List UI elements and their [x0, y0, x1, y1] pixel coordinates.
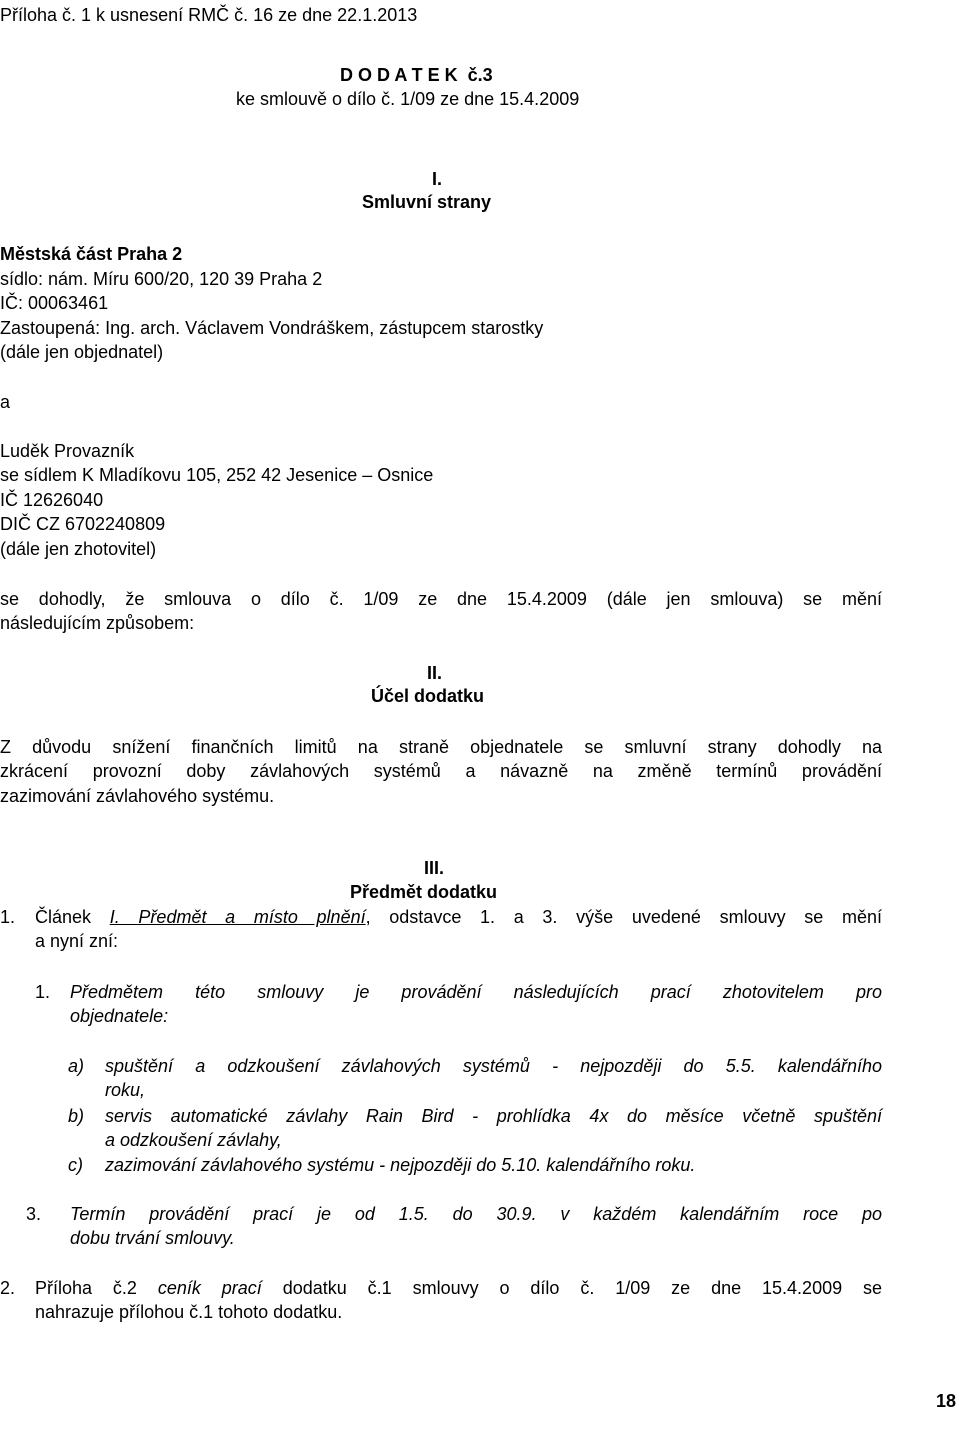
party1-represented: Zastoupená: Ing. arch. Václavem Vondráškem, zástupcem starostky — [0, 318, 544, 338]
subpoint-1-line-1: Předmětem této smlouvy je provádění následujících prací zhotovitelem pro — [70, 982, 882, 1002]
party1-address: sídlo: nám. Míru 600/20, 120 39 Praha 2 — [0, 269, 323, 289]
and-word: a — [0, 392, 11, 412]
section-1-heading: Smluvní strany — [362, 192, 492, 212]
section-2-heading: Účel dodatku — [371, 686, 485, 706]
purpose-paragraph-line-3: zazimování závlahového systému. — [0, 786, 275, 806]
subpoint-b-label: b) — [68, 1106, 85, 1126]
agreement-line-1: se dohodly, že smlouva o dílo č. 1/09 ze dne 15.4.2009 (dále jen smlouva) se mění — [0, 589, 882, 609]
subpoint-c-label: c) — [68, 1155, 83, 1175]
party2-role: (dále jen zhotovitel) — [0, 539, 157, 559]
subpoint-3-label: 3. — [26, 1204, 42, 1224]
item-1-line-1 — [35, 905, 882, 929]
document-subtitle: ke smlouvě o dílo č. 1/09 ze dne 15.4.2009 — [236, 89, 580, 109]
section-3-number: III. — [424, 858, 445, 878]
subpoint-1-label: 1. — [35, 982, 51, 1002]
party1-name: Městská část Praha 2 — [0, 244, 183, 264]
subpoint-b-line-2: a odzkoušení závlahy, — [105, 1130, 282, 1150]
subpoint-a-line-1: spuštění a odzkoušení závlahových systémů - nejpozději do 5.5. kalendářního — [105, 1056, 882, 1076]
item-2-text-b: dodatku č.1 smlouvy o dílo č. 1/09 ze dne 15.4.2009 se — [261, 1278, 883, 1298]
item-1-text-a: Článek — [35, 907, 110, 927]
item-2-label: 2. — [0, 1278, 16, 1298]
attachment-header: Příloha č. 1 k usnesení RMČ č. 16 ze dne 22.1.2013 — [0, 5, 418, 25]
item-1-label: 1. — [0, 907, 16, 927]
item-1-text-b: , odstavce 1. a 3. výše uvedené smlouvy se mění — [365, 907, 883, 927]
section-1-number: I. — [432, 169, 443, 189]
party2-name: Luděk Provazník — [0, 441, 135, 461]
page-number: 18 — [936, 1391, 957, 1411]
agreement-line-2: následujícím způsobem: — [0, 613, 195, 633]
party2-ic: IČ 12626040 — [0, 490, 104, 510]
item-2-line-2: nahrazuje přílohou č.1 tohoto dodatku. — [35, 1302, 343, 1322]
purpose-paragraph-line-2: zkrácení provozní doby závlahových systémů a návazně na změně termínů provádění — [0, 761, 882, 781]
item-2-line-1 — [35, 1276, 882, 1300]
item-2-price-list: ceník prací — [157, 1278, 262, 1298]
document-title: D O D A T E K č.3 — [340, 65, 493, 85]
subpoint-a-label: a) — [68, 1056, 85, 1076]
party1-role: (dále jen objednatel) — [0, 342, 164, 362]
item-2-text-a: Příloha č.2 — [35, 1278, 158, 1298]
subpoint-c-line-1: zazimování závlahového systému - nejpozději do 5.10. kalendářního roku. — [105, 1155, 696, 1175]
section-3-heading: Předmět dodatku — [350, 882, 498, 902]
subpoint-3-line-1: Termín provádění prací je od 1.5. do 30.9. v každém kalendářním roce po — [70, 1204, 882, 1224]
subpoint-a-line-2: roku, — [105, 1080, 146, 1100]
section-2-number: II. — [427, 663, 443, 683]
article-reference: I. Předmět a místo plnění — [109, 907, 366, 927]
subpoint-3-line-2: dobu trvání smlouvy. — [70, 1228, 235, 1248]
subpoint-b-line-1: servis automatické závlahy Rain Bird - prohlídka 4x do měsíce včetně spuštění — [105, 1106, 882, 1126]
purpose-paragraph-line-1: Z důvodu snížení finančních limitů na straně objednatele se smluvní strany dohodly na — [0, 737, 882, 757]
subpoint-1-line-2: objednatele: — [70, 1006, 169, 1026]
party1-ic: IČ: 00063461 — [0, 293, 109, 313]
item-1-line-2: a nyní zní: — [35, 931, 119, 951]
party2-dic: DIČ CZ 6702240809 — [0, 514, 166, 534]
party2-address: se sídlem K Mladíkovu 105, 252 42 Jesenice – Osnice — [0, 465, 434, 485]
